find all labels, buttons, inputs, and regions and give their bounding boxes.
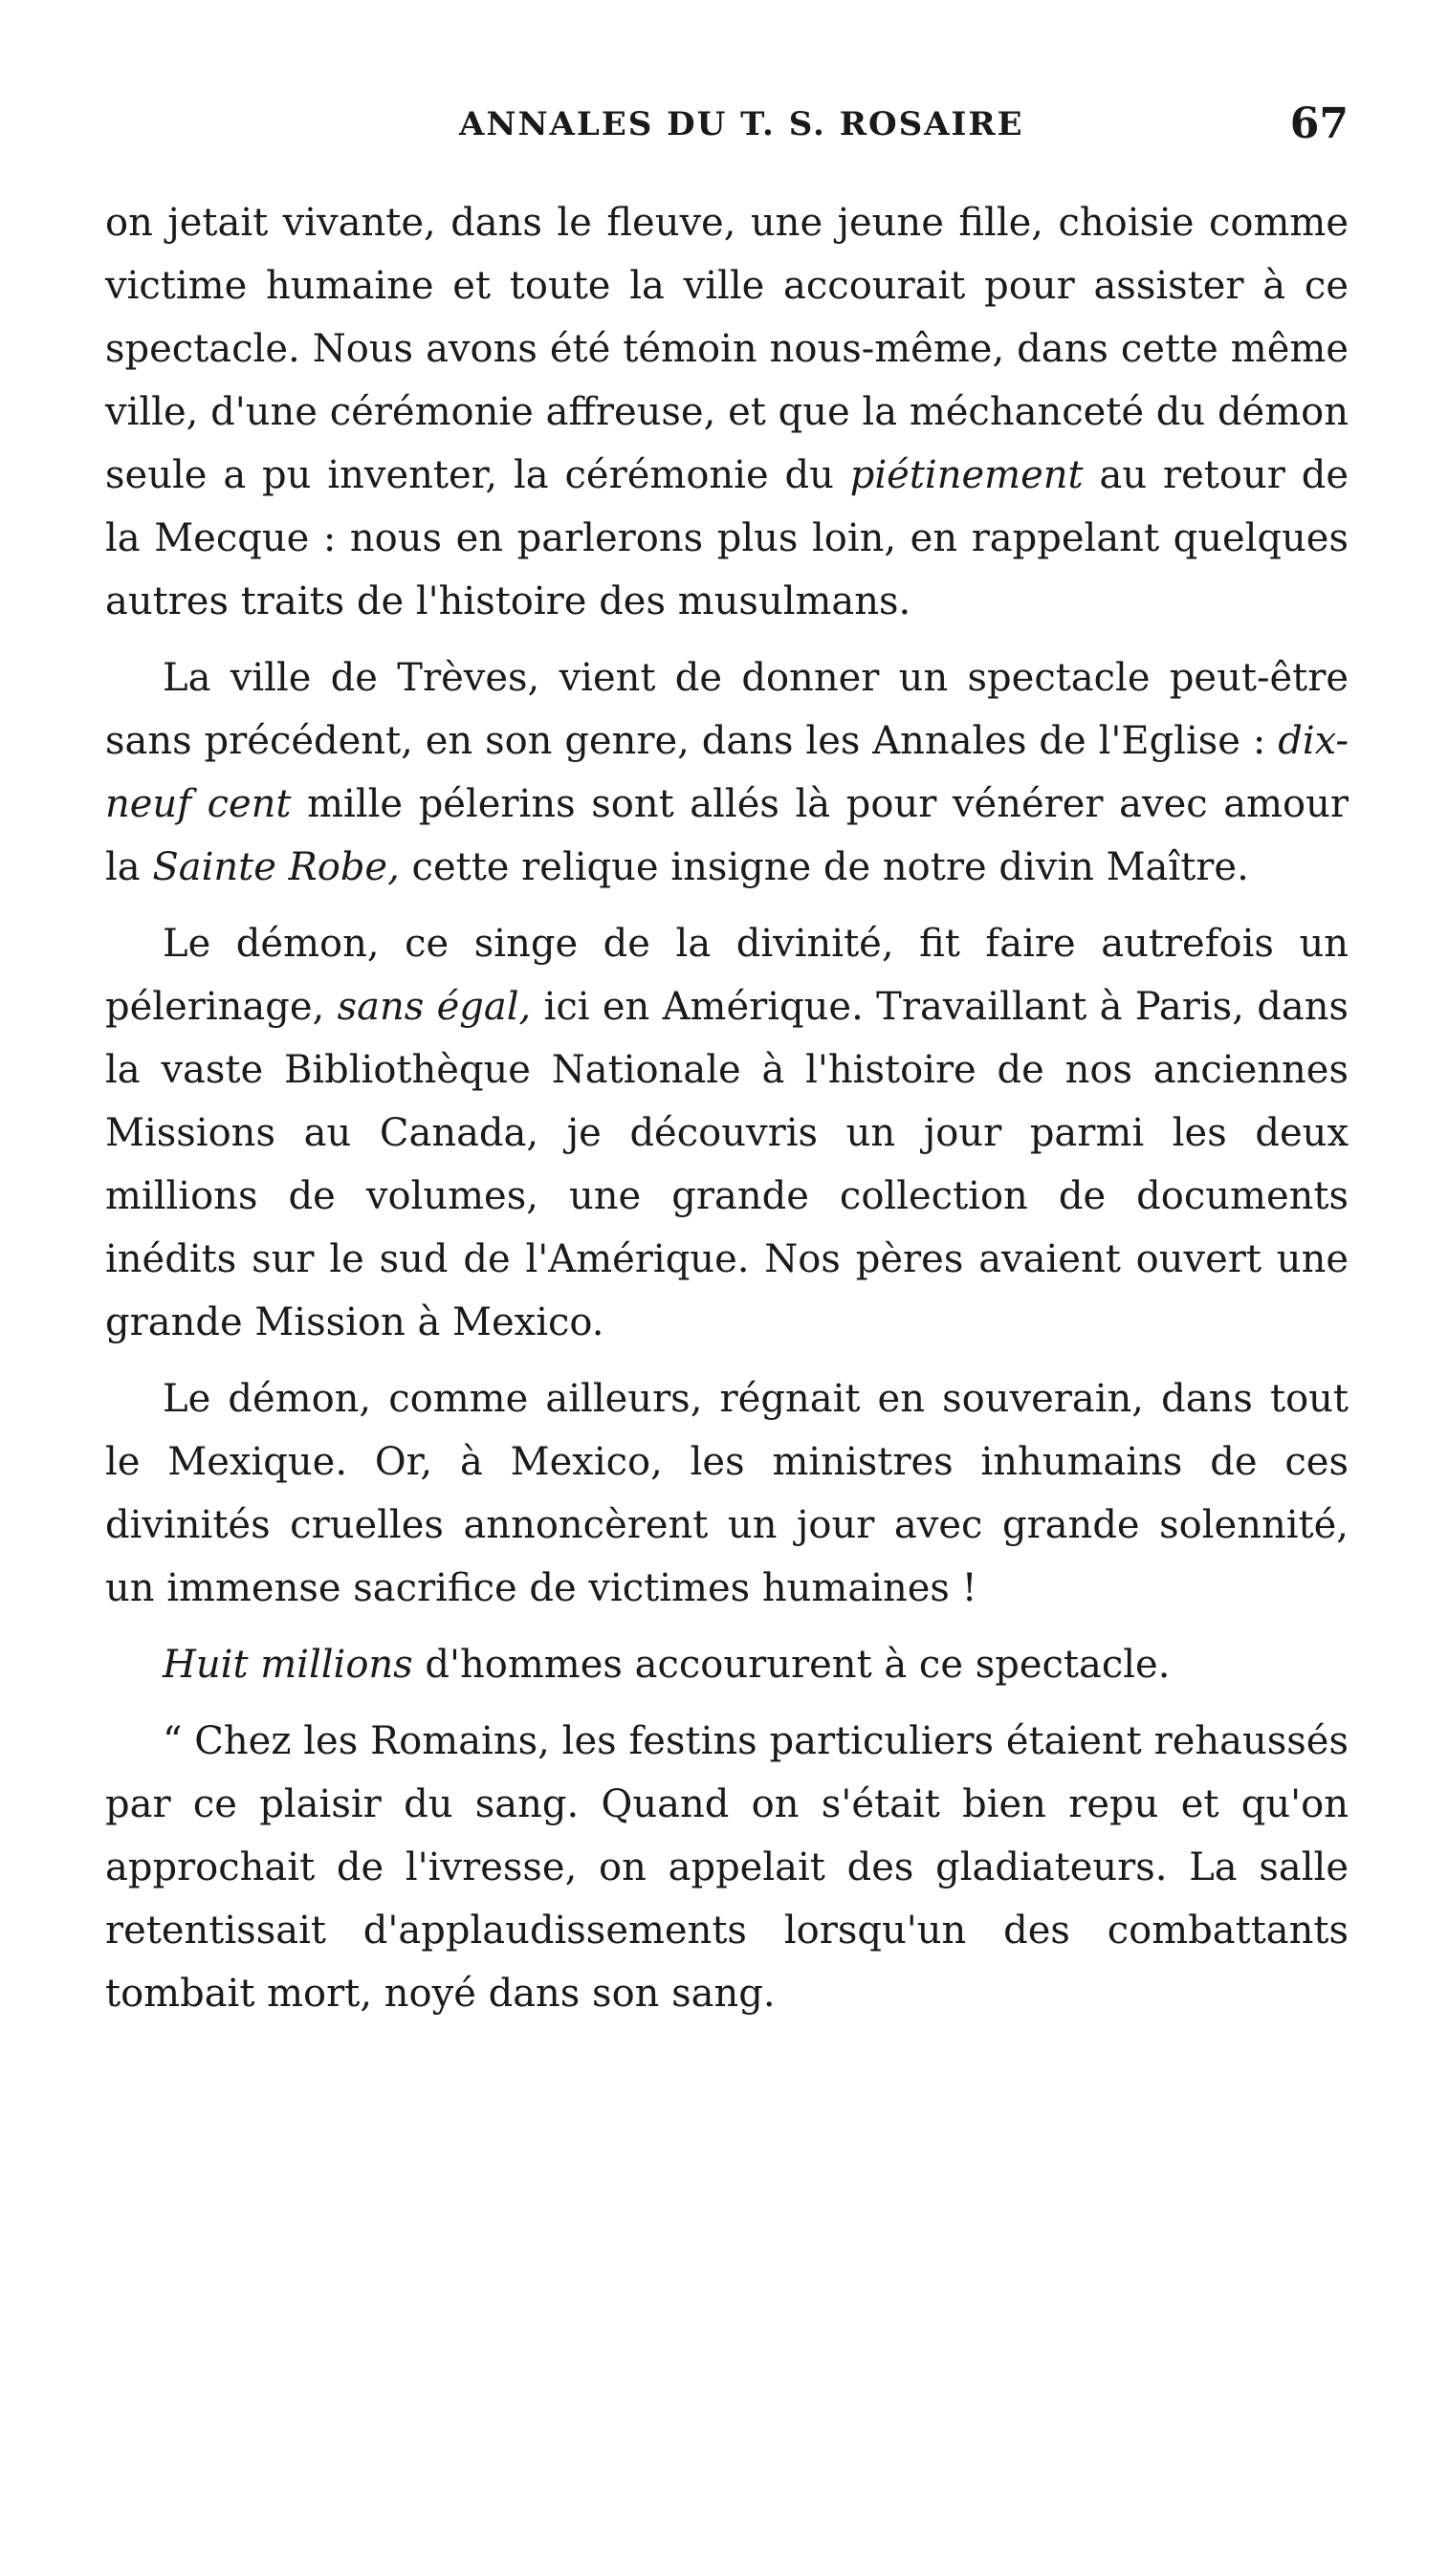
page-number: 67 xyxy=(1289,99,1349,148)
text-segment: “ Chez les Romains, les festins particuliers étaient rehaussés par ce plaisir du sang. Quand on s'était bien repu et qu'on approchait de l'ivresse, on appelait des gladiateurs. La salle retentissait d'applaudissements lorsqu'un des combattants tombait mort, noyé dans son sang. xyxy=(105,1719,1349,2016)
paragraph xyxy=(105,1633,1349,1696)
italic-text-segment: dix-neuf cent xyxy=(105,719,1349,826)
paragraph xyxy=(105,1710,1349,2025)
italic-text-segment: sans égal, xyxy=(337,985,532,1029)
text-segment: d'hommes accoururent à ce spectacle. xyxy=(412,1643,1171,1687)
text-segment: ici en Amérique. Travaillant à Paris, dans la vaste Bibliothèque Nationale à l'histoire de nos anciennes Missions au Canada, je découvris un jour parmi les deux millions de volumes, une grande collection de documents inédits sur le sud de l'Amérique. Nos pères avaient ouvert une grande Mission à Mexico. xyxy=(105,985,1349,1344)
italic-text-segment: piétinement xyxy=(849,453,1084,497)
text-segment: au retour de la Mecque : nous en parlerons plus loin, en rappelant quelques autres traits de l'histoire des musulmans. xyxy=(105,453,1349,623)
paragraph xyxy=(105,646,1349,899)
text-segment: La ville de Trèves, vient de donner un spectacle peut-être sans précédent, en son genre, dans les Annales de l'Eglise : xyxy=(105,656,1349,763)
text-segment: on jetait vivante, dans le fleuve, une jeune fille, choisie comme victime humaine et toute la ville accourait pour assister à ce spectacle. Nous avons été témoin nous-même, dans cette même ville, d'une cérémonie affreuse, et que la méchanceté du démon seule a pu inventer, la cérémonie du xyxy=(105,201,1349,497)
paragraph xyxy=(105,191,1349,633)
paragraph xyxy=(105,1367,1349,1620)
text-segment: mille pélerins sont allés là pour vénérer avec amour la xyxy=(105,782,1349,889)
paragraph xyxy=(105,912,1349,1354)
running-title: ANNALES DU T. S. ROSAIRE xyxy=(459,105,1024,143)
text-segment: Le démon, comme ailleurs, régnait en souverain, dans tout le Mexique. Or, à Mexico, les ministres inhumains de ces divinités cruelles annoncèrent un jour avec grande solennité, un immense sacrifice de victimes humaines ! xyxy=(105,1377,1349,1610)
italic-text-segment: Huit millions xyxy=(163,1643,413,1687)
body-text xyxy=(105,191,1349,2025)
page-header xyxy=(105,96,1349,163)
text-segment: Le démon, ce singe de la divinité, fit faire autrefois un pélerinage, xyxy=(105,922,1349,1029)
text-segment: cette relique insigne de notre divin Maître. xyxy=(399,845,1249,889)
italic-text-segment: Sainte Robe, xyxy=(152,845,400,889)
